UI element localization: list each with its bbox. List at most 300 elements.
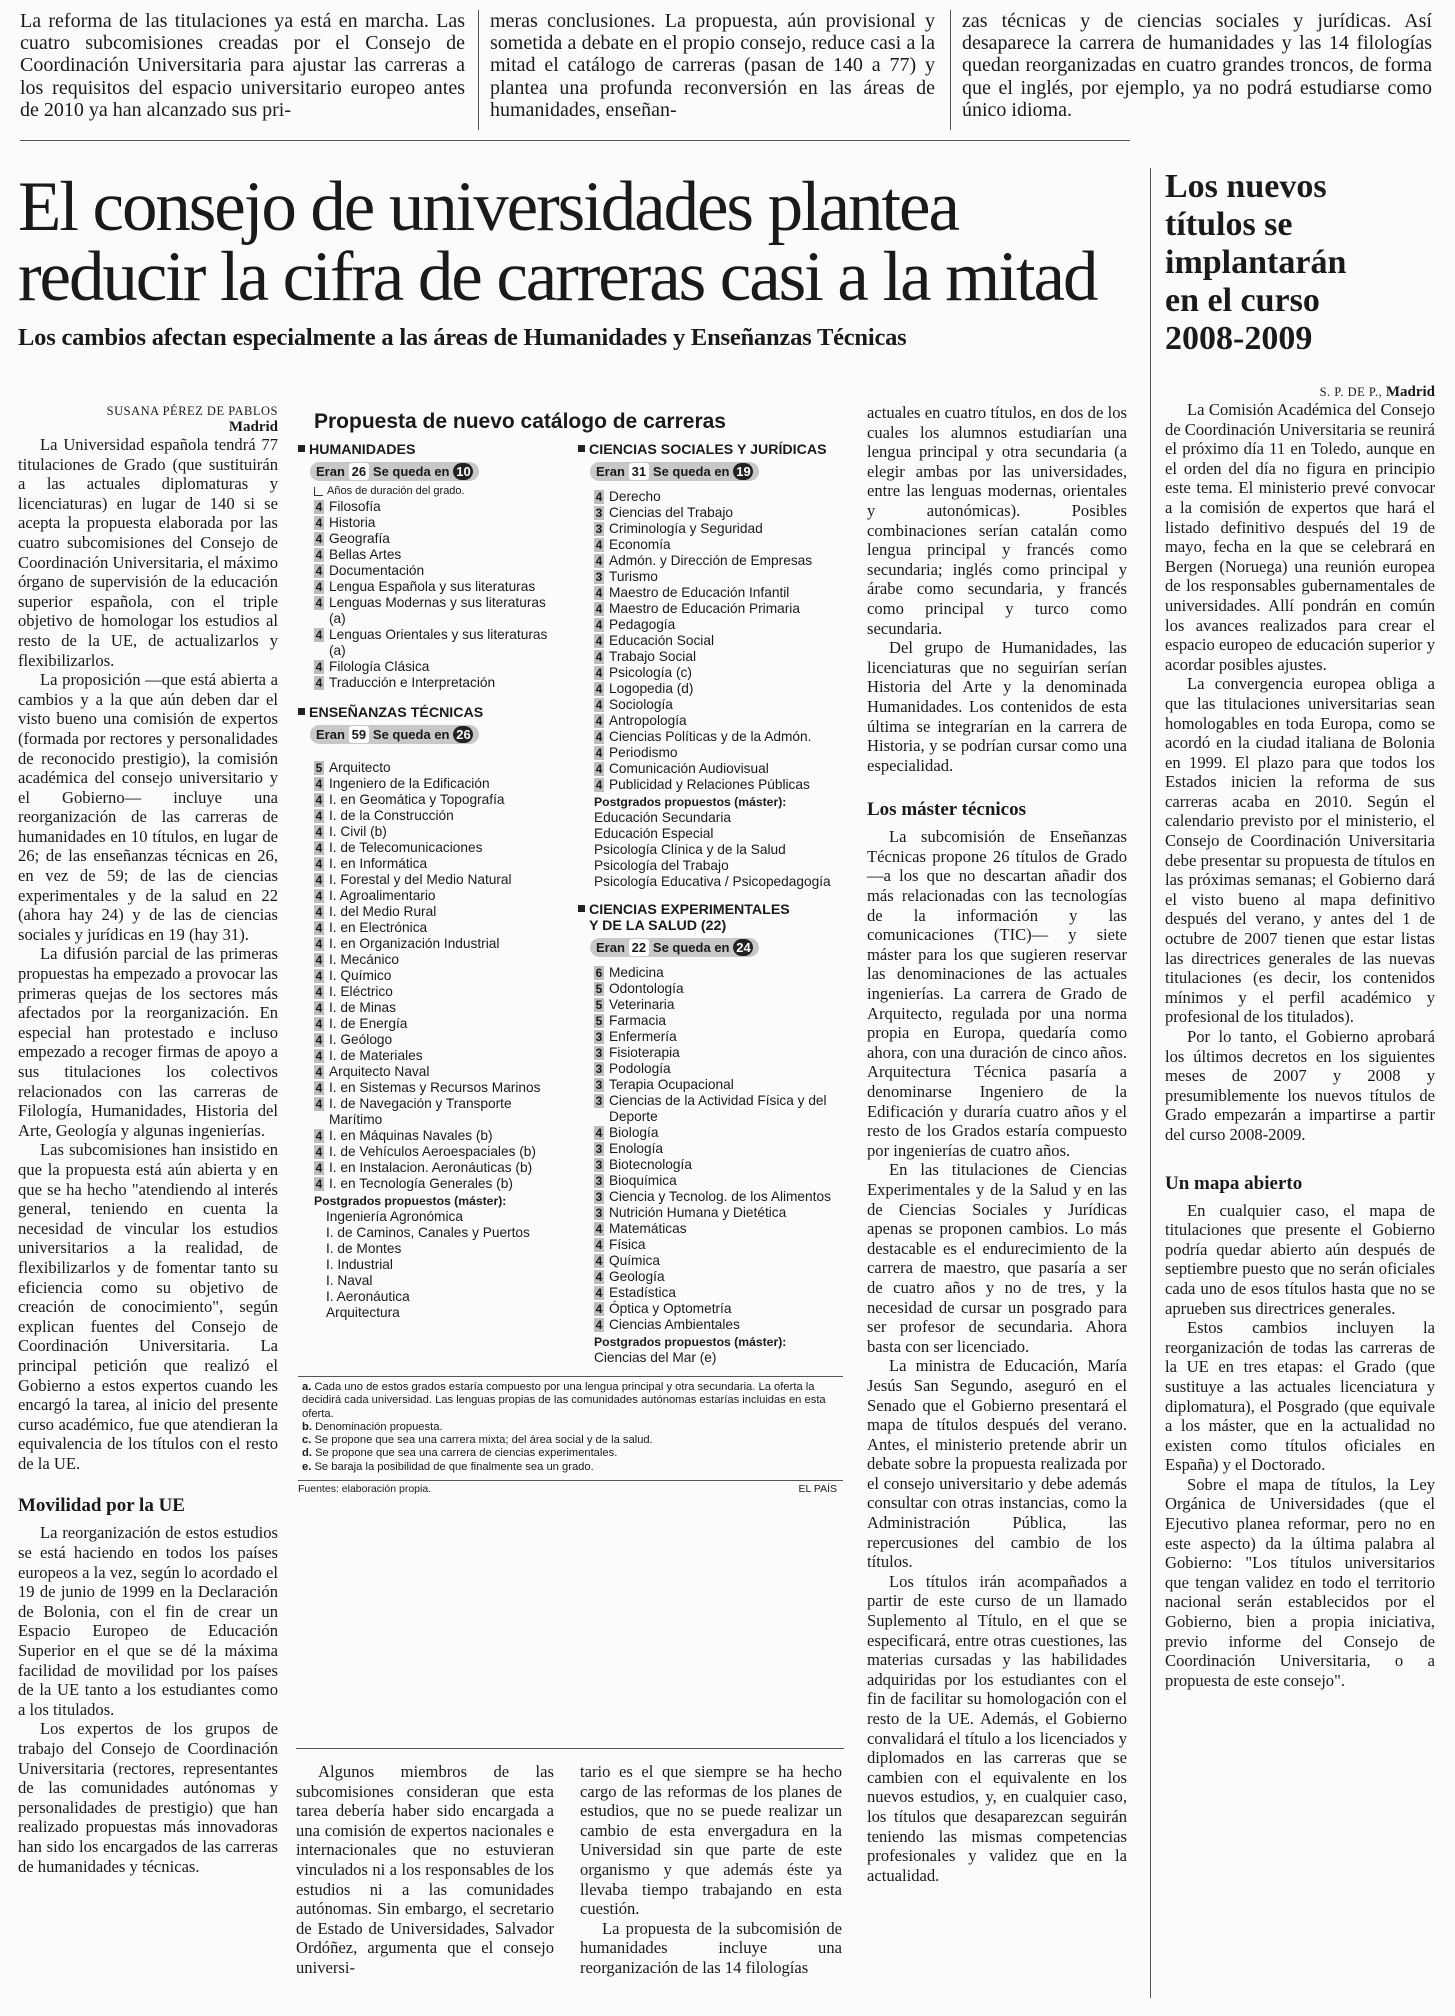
infobox-source-line [298,1483,843,1495]
years-badge: 4 [595,714,603,728]
degree-name: I. en Sistemas y Recursos Marinos [329,1080,541,1095]
list-item [314,1128,560,1144]
degree-name: I. de Vehículos Aeroespaciales (b) [329,1144,536,1159]
degree-name: Historia [329,515,376,530]
degree-name: Traducción e Interpretación [329,675,496,690]
list-item [314,1016,560,1032]
footnote [302,1461,843,1474]
bullet-square-icon [298,445,305,452]
postgrado-item: I. de Montes [326,1241,402,1256]
catalog-infobox [298,410,843,1495]
lead-bottom-rule [20,140,1130,141]
list-item [314,1176,560,1192]
years-badge: 4 [315,532,323,546]
degree-name: Educación Social [609,633,715,648]
bullet-square-icon [578,905,585,912]
list-item [594,761,840,777]
degree-name: Enología [609,1141,664,1156]
years-badge: 4 [315,1081,323,1095]
years-badge: 4 [315,548,323,562]
degree-name: Turismo [609,569,658,584]
list-item [594,1125,840,1141]
degree-name: Lenguas Modernas y sus literaturas (a) [329,595,546,626]
years-badge: 4 [315,1097,323,1111]
cat-tecnicas: ENSEÑANZAS TÉCNICAS [298,705,560,721]
bullet-square-icon [298,708,305,715]
postgrado-item: I. Industrial [326,1257,393,1272]
degree-name: Periodismo [609,745,678,760]
degree-name: Filosofía [329,499,381,514]
years-badge: 4 [315,889,323,903]
headline-block [18,168,1138,352]
lead-col-1 [20,10,465,121]
years-badge: 4 [315,500,323,514]
footnote-text: Se propone que sea una carrera mixta; del área social y de la salud. [314,1434,653,1447]
right-section-heading: Los máster técnicos [867,799,1027,821]
degree-name: Podología [609,1061,671,1076]
infobox-col-right [578,442,840,1366]
postgrado-item: Ciencias del Mar (e) [594,1350,717,1365]
degree-name: Bioquímica [609,1173,677,1188]
years-badge: 4 [595,762,603,776]
degree-name: Filología Clásica [329,659,430,674]
list-item [594,1317,840,1333]
list-item [314,792,560,808]
list-item [314,1080,560,1096]
years-badge: 4 [595,1238,603,1252]
years-badge: 4 [315,985,323,999]
years-badge: 3 [595,1030,603,1044]
years-badge: 4 [315,1177,323,1191]
degree-name: I. en Geomática y Topografía [329,792,505,807]
list-item [594,1189,840,1205]
years-badge: 4 [315,516,323,530]
list-item [594,1045,840,1061]
list-item [594,1029,840,1045]
postgrados-tecnicas-title: Postgrados propuestos (máster): [314,1194,507,1208]
years-badge: 4 [595,1222,603,1236]
left-para-1: La Universidad española tendrá 77 titulaciones de Grado (que sustituirán a las actuales diplomaturas y licenciaturas) en lugar de 140 si se acepta la propuesta elaborada por las cuatro subcomisiones del Consejo de Coordinación Universitaria, el máximo órgano de supervisión de la educación superior española, con el triple objetivo de homologar los estudios al resto de la UE, de actualizarlos y flexibilizarlos. [18,435,278,670]
years-badge: 5 [315,761,323,775]
list-item [594,681,840,697]
degree-name: Antropología [609,713,687,728]
years-badge: 4 [315,1161,323,1175]
list-item [314,936,560,952]
list-item [594,1301,840,1317]
years-badge: 5 [595,982,603,996]
list-item [314,579,560,595]
infobox-footnotes [298,1381,843,1474]
infobox-col-left [298,442,560,1366]
years-badge: 4 [595,698,603,712]
postgrado-item: Psicología del Trabajo [594,858,729,873]
sidebar-para-4: En cualquier caso, el mapa de titulaciones que presente el Gobierno podría quedar abierto aún después de septiembre puesto que no serán oficiales cada uno de esos títulos hasta que no se aprueben sus directrices generales. [1165,1200,1435,1318]
counter-sociales: Eran 31 Se queda en 19 [590,462,759,481]
footnote-text: Se baraja la posibilidad de que finalmente sea un grado. [314,1460,594,1473]
mid-bottom-para-b2: La propuesta de la subcomisión de humanidades incluye una reorganización de las 14 filologías [580,1918,842,1977]
mid-bottom-col-b [580,1762,842,1978]
list-item [314,1000,560,1016]
lead-text-1: La reforma de las titulaciones ya está en marcha. Las cuatro subcomisiones creadas por el Consejo de Coordinación Universitaria para ajustar las carreras a los requisitos del espacio universitario europeo antes de 2010 ya han alcanzado sus pri- [20,10,465,121]
years-badge: 3 [595,1174,603,1188]
left-para-4: Las subcomisiones han insistido en que la propuesta está aún abierta y en que se ha hecho "atendiendo al interés general, teniendo en cuenta la necesidad de vincular los estudios universitarios a la realidad, de flexibilizarlos y de fomentar tanto su eficiencia como su objetivo de creación de conocimiento", según explican fuentes del Consejo de Coordinación Universitaria. La principal petición que realizó el Gobierno a estos expertos cuando les encargó la tarea, al inicio del presente curso académico, fue que atendieran la equivalencia de los títulos con el resto de la UE. [18,1140,278,1473]
left-para-5: La reorganización de estos estudios se está haciendo en todos los países europeos a la vez, según lo acordado el 19 de junio de 1999 en la Declaración de Bolonia, con el fin de crear un Espacio Europeo de Educación Superior en el que se dé la máxima facilidad de movilidad por los países de la UE tanto a los estudiantes como a los titulados. [18,1523,278,1719]
years-badge: 4 [315,921,323,935]
years-badge: 4 [315,628,323,642]
degree-name: Documentación [329,563,425,578]
list-sociales [594,489,840,793]
list-item [594,729,840,745]
degree-name: I. de Telecomunicaciones [329,840,483,855]
years-badge: 4 [315,825,323,839]
sidebar-para-5: Estos cambios incluyen la reorganización de todas las carreras de la UE en tres etapas: el Grado (que sustituye a las actuales licenciatura y diplomatura), el Posgrado (que equivale a los máster, que en la actualidad no existen como títulos oficiales en España) y el Doctorado. [1165,1318,1435,1475]
postgrado-item: I. de Caminos, Canales y Puertos [326,1225,530,1240]
degree-name: Geología [609,1269,665,1284]
list-item [594,1237,840,1253]
years-badge: 6 [595,966,603,980]
degree-name: I. Mecánico [329,952,399,967]
postgrados-sociales-title: Postgrados propuestos (máster): [594,795,787,809]
list-item [594,697,840,713]
years-badge: 3 [595,1142,603,1156]
list-item [594,537,840,553]
mid-bottom-para-a: Algunos miembros de las subcomisiones consideran que esta tarea debería haber sido encargada a una comisión de expertos nacionales e internacionales que no estuvieran vinculados ni a los responsables de los estudios ni a las comunidades autónomas. Sin embargo, el secretario de Estado de Universidades, Salvador Ordóñez, argumenta que el consejo universi- [296,1762,554,1977]
degree-name: Fisioterapia [609,1045,680,1060]
mid-bottom-para-b1: tario es el que siempre se ha hecho cargo de las reformas de los planes de estudios, que no se puede realizar un cambio de esta envergadura en la Universidad sin que parte de este organismo y que además éste ya llevaba tiempo trabajando en esta cuestión. [580,1762,842,1919]
degree-name: Bellas Artes [329,547,402,562]
years-badge: 4 [315,676,323,690]
sidebar-para-3: Por lo tanto, el Gobierno aprobará los últimos decretos en los siguientes meses de 2007 y 2008 y presumiblemente los nuevos títulos de Grado empezarán a impartirse a partir del curso 2008-2009. [1165,1027,1435,1144]
degree-name: Biotecnología [609,1157,692,1172]
years-badge: 4 [595,1302,603,1316]
years-badge: 4 [315,793,323,807]
degree-name: Psicología (c) [609,665,692,680]
degree-name: Admón. y Dirección de Empresas [609,553,813,568]
years-badge: 4 [315,873,323,887]
degree-name: Trabajo Social [609,649,696,664]
right-para-1: actuales en cuatro títulos, en dos de los cuales los alumnos estudiarían una lengua principal y otra secundaria (a elegir ambas por las universidades, entre las lenguas modernas, orientales y autonómicas). Posibles combinaciones serían catalán como lengua principal y francés como secundaria; inglés como principal y árabe como secundaria, y francés como principal y turco como secundaria. [867,403,1127,638]
left-para-3: La difusión parcial de las primeras propuestas ha empezado a provocar las primeras quejas de los sectores más afectados por la reorganización. En especial han protestado e incluso empezado a recoger firmas de apoyo a sus titulaciones los colectivos relacionados con las carreras de Filología, Humanidades, Historia del Arte, Geología y algunas ingenierías. [18,944,278,1140]
degree-name: Óptica y Optometría [609,1301,732,1316]
list-item [314,515,560,531]
lead-text-2: meras conclusiones. La propuesta, aún provisional y sometida a debate en el propio consejo, reduce casi a la mitad el catálogo de carreras (pasan de 140 a 77) y plantea una profunda reconversión en las áreas de humanidades, enseñan- [490,10,935,121]
sidebar-author: S. P. DE P., [1319,385,1383,399]
degree-name: I. Forestal y del Medio Natural [329,872,512,887]
years-badge: 3 [595,1062,603,1076]
list-item [594,649,840,665]
degree-name: Arquitecto Naval [329,1064,430,1079]
list-item [594,1285,840,1301]
degree-name: I. del Medio Rural [329,904,437,919]
years-badge: 4 [315,809,323,823]
mid-bottom-col-a [296,1762,554,1978]
degree-name: I. Geólogo [329,1032,393,1047]
degree-name: Lengua Española y sus literaturas [329,579,536,594]
right-para-5: La ministra de Educación, María Jesús San Segundo, aseguró en el Senado que el Gobierno presentará el mapa de títulos después del verano. Antes, el ministerio pretende abrir un debate sobre la propuesta realizada por el consejo universitario y debe además consultar con otras instancias, como la Administración Pública, las repercusiones del cambio de los títulos. [867,1356,1127,1572]
years-badge: 4 [595,554,603,568]
degree-name: I. Eléctrico [329,984,393,999]
degree-name: Química [609,1253,660,1268]
left-para-2: La proposición —que está abierta a cambios y a la que aún deben dar el visto bueno una comisión de expertos (formada por rectores y personalidades de reconocido prestigio), la comisión académica del consejo universitario y el Gobierno— incluye una reorganización de las carreras de humanidades en 10 títulos, en lugar de 26; de las enseñanzas técnicas en 26, en vez de 59; de las de ciencias experimentales y de la salud en 22 (ahora hay 24) y de las de ciencias sociales y jurídicas en 19 (hay 31). [18,670,278,944]
list-item [594,1221,840,1237]
degree-name: Terapia Ocupacional [609,1077,734,1092]
byline [18,403,278,435]
list-item [594,1253,840,1269]
degree-name: Sociología [609,697,673,712]
list-item [594,521,840,537]
degree-name: Criminología y Seguridad [609,521,763,536]
years-badge: 3 [595,1158,603,1172]
list-item [314,856,560,872]
list-item [314,627,560,659]
infobox-bottom-rule [296,1748,844,1749]
years-badge: 4 [315,1129,323,1143]
years-badge: 4 [595,618,603,632]
degree-name: I. de Minas [329,1000,396,1015]
postgrados-sociales [590,810,840,890]
right-main-column [867,403,1127,1885]
degree-name: Lenguas Orientales y sus literaturas (a) [329,627,548,658]
left-para-6: Los expertos de los grupos de trabajo del Consejo de Coordinación Universitaria (rectores, representantes de las comunidades autónomas y personalidades de prestigio) que han realizado propuestas más innovadoras han sido los encargados de las carreras de humanidades y técnicas. [18,1719,278,1876]
sidebar [1165,168,1435,1690]
sidebar-section-heading: Un mapa abierto [1165,1172,1303,1194]
headline-line-1: El consejo de universidades plantea [18,168,958,246]
years-badge: 3 [595,1190,603,1204]
infobox-credit: EL PAÍS [798,1483,837,1496]
degree-name: Economía [609,537,671,552]
list-item [314,904,560,920]
counter-humanidades: Eran 26 Se queda en 10 [310,462,479,481]
lead-col-2 [490,10,935,121]
years-badge: 4 [595,650,603,664]
degree-name: Logopedia (d) [609,681,694,696]
degree-name: Arquitecto [329,760,391,775]
byline-city: Madrid [228,419,278,435]
postgrado-item: I. Naval [326,1273,373,1288]
list-item [594,617,840,633]
footnotes-rule [298,1376,843,1377]
list-item [314,840,560,856]
list-item [314,1096,560,1128]
degree-name: Biología [609,1125,659,1140]
list-item [314,872,560,888]
source-rule [298,1480,843,1481]
arrow-hook-icon [314,487,323,496]
degree-name: Ciencias del Trabajo [609,505,734,520]
years-badge: 4 [315,841,323,855]
right-para-4: En las titulaciones de Ciencias Experimentales y de la Salud y en las de Ciencias Sociales y Jurídicas apenas se proponen cambios. Lo más destacable es el endurecimiento de la carrera de maestro, que pasaría a ser de cuatro años y no de tres, y la necesidad de cursar un posgrado para ser profesor de secundaria. Ahora basta con ser licenciado. [867,1160,1127,1356]
years-badge: 4 [315,580,323,594]
years-note: Años de duración del grado. [314,485,560,497]
degree-name: Ciencias Políticas y de la Admón. [609,729,812,744]
byline-author: SUSANA PÉREZ DE PABLOS [106,404,278,418]
list-item [314,984,560,1000]
sidebar-para-2: La convergencia europea obliga a que las titulaciones universitarias sean homologables en toda Europa, como se acordó en la ciudad italiana de Bolonia en 1999. El plazo para que todos los Estados inicien la reforma de sus carreras acaba en 2010. Según el calendario previsto por el ministerio, el Consejo de Coordinación Universitaria debe presentar su propuesta de títulos en las próximas semanas; el Gobierno dará el visto bueno al mapa definitivo después del verano, y antes del 1 de octubre de 2007 tienen que estar listas las directrices generales de las nuevas titulaciones (es decir, los contenidos mínimos y el perfil académico y profesional de los titulados). [1165,674,1435,1027]
degree-name: Comunicación Audiovisual [609,761,769,776]
list-item [594,1093,840,1125]
years-badge: 4 [315,937,323,951]
list-item [594,1013,840,1029]
footnote-text: Se propone que sea una carrera de ciencias experimentales. [315,1447,618,1460]
years-badge: 3 [595,1094,603,1108]
years-badge: 4 [315,857,323,871]
years-badge: 4 [595,602,603,616]
list-item [594,1173,840,1189]
list-item [314,920,560,936]
footnote-key: d. [302,1447,312,1460]
sidebar-city: Madrid [1385,384,1435,400]
years-badge: 3 [595,570,603,584]
list-tecnicas [314,760,560,1192]
degree-name: Maestro de Educación Primaria [609,601,800,616]
postgrados-experimentales [590,1350,840,1366]
list-item [314,1048,560,1064]
years-badge: 4 [315,1001,323,1015]
list-item [314,888,560,904]
infobox-title: Propuesta de nuevo catálogo de carreras [314,410,726,433]
list-item [594,1205,840,1221]
degree-name: I. de la Construcción [329,808,454,823]
list-item [314,547,560,563]
list-item [314,760,560,776]
list-item [594,505,840,521]
degree-name: Matemáticas [609,1221,687,1236]
degree-name: I. en Informática [329,856,428,871]
bullet-square-icon [578,445,585,452]
list-item [594,489,840,505]
list-item [594,569,840,585]
footnote-key: c. [302,1434,312,1447]
years-badge: 4 [595,666,603,680]
degree-name: Odontología [609,981,684,996]
cat-experimentales: CIENCIAS EXPERIMENTALES Y DE LA SALUD (22) [578,902,840,934]
years-badge: 4 [595,1286,603,1300]
list-item [314,1160,560,1176]
postgrado-item: Educación Secundaria [594,810,731,825]
footnote-key: b. [302,1420,312,1433]
years-badge: 3 [595,1046,603,1060]
lead-col-3 [962,10,1432,121]
years-badge: 3 [595,522,603,536]
postgrado-item: Arquitectura [326,1305,400,1320]
list-item [594,777,840,793]
list-item [314,531,560,547]
sidebar-para-6: Sobre el mapa de títulos, la Ley Orgánica de Universidades (que el Ejecutivo planea reformar, pero no en este aspecto) da la última palabra al Gobierno: "Los títulos universitarios que tengan validez en todo el territorio nacional serán establecidos por el Gobierno, bien a propia iniciativa, previo informe del Consejo de Coordinación Universitaria, o a propuesta de este consejo". [1165,1474,1435,1690]
list-item [594,1269,840,1285]
footnote-key: a. [302,1381,312,1393]
years-badge: 4 [595,538,603,552]
years-badge: 5 [595,998,603,1012]
sidebar-para-1: La Comisión Académica del Consejo de Coordinación Universitaria se reunirá el próximo día 11 en Toledo, aunque en el orden del día no figura en principio este tema. El ministerio prevé convocar a la comisión de expertos que hará el listado definitivo después del 19 de mayo, fecha en la que se celebrará en Bergen (Noruega) una reunión europea de los responsables gubernamentales de universidades. Allí pondrán en común los avances realizados para crear el espacio europeo de educación superior y acordar posibles ajustes. [1165,400,1436,674]
years-badge: 4 [315,777,323,791]
degree-name: Pedagogía [609,617,676,632]
years-badge: 4 [315,1065,323,1079]
right-para-2: Del grupo de Humanidades, las licenciaturas que no seguirían serían Historia del Arte y la denominada Humanidades. Los contenidos de esta última se integrarían en la carrera de Historia, y se podrían cursar como una especialidad. [867,638,1127,775]
postgrados-experimentales-title: Postgrados propuestos (máster): [594,1335,787,1349]
degree-name: I. de Navegación y Transporte Marítimo [329,1096,512,1127]
sidebar-title: Los nuevos títulos se implantarán en el curso 2008-2009 [1165,168,1347,357]
years-badge: 4 [315,596,323,610]
list-item [594,965,840,981]
degree-name: I. Civil (b) [329,824,387,839]
list-item [594,1141,840,1157]
years-badge: 3 [595,506,603,520]
degree-name: Publicidad y Relaciones Públicas [609,777,810,792]
list-item [594,745,840,761]
list-item [594,713,840,729]
list-item [594,997,840,1013]
years-badge: 4 [315,953,323,967]
footnote [302,1447,843,1460]
list-item [314,1032,560,1048]
footnote-text: Denominación propuesta. [315,1420,443,1433]
degree-name: I. en Electrónica [329,920,428,935]
years-badge: 5 [595,1014,603,1028]
footnote [302,1381,843,1421]
infobox-source: Fuentes: elaboración propia. [298,1483,432,1496]
degree-name: I. en Tecnología Generales (b) [329,1176,513,1191]
years-badge: 4 [595,1126,603,1140]
degree-name: I. en Instalacion. Aeronáuticas (b) [329,1160,533,1175]
list-item [314,1064,560,1080]
list-item [594,1077,840,1093]
left-column [18,403,278,1876]
degree-name: Nutrición Humana y Dietética [609,1205,787,1220]
lead-divider-2 [950,10,951,130]
degree-name: I. Químico [329,968,392,983]
list-experimentales [594,965,840,1333]
years-badge: 4 [595,730,603,744]
postgrados-tecnicas [322,1209,560,1321]
degree-name: Veterinaria [609,997,675,1012]
list-item [314,808,560,824]
degree-name: I. Agroalimentario [329,888,436,903]
years-badge: 3 [595,1206,603,1220]
degree-name: Maestro de Educación Infantil [609,585,790,600]
degree-name: Física [609,1237,646,1252]
list-item [594,1157,840,1173]
years-badge: 4 [315,564,323,578]
years-badge: 4 [595,778,603,792]
degree-name: Ciencias Ambientales [609,1317,740,1332]
years-badge: 4 [595,1270,603,1284]
degree-name: I. de Materiales [329,1048,423,1063]
list-item [594,585,840,601]
list-item [314,776,560,792]
years-badge: 3 [595,1078,603,1092]
list-item [314,595,560,627]
years-badge: 4 [595,490,603,504]
years-badge: 4 [315,969,323,983]
list-item [594,633,840,649]
degree-name: Ciencia y Tecnolog. de los Alimentos [609,1189,831,1204]
headline-line-2: reducir la cifra de carreras casi a la mitad [18,238,1097,316]
counter-tecnicas: Eran 59 Se queda en 26 [310,725,479,744]
degree-name: Ciencias de la Actividad Física y del Deporte [609,1093,827,1124]
list-item [314,675,560,691]
footnote-text: Cada uno de estos grados estaría compuesto por una lengua principal y otra secundaria. La oferta la decidirá cada universidad. Las lenguas propias de las comunidades autónomas estarías incluidas en esta oferta. [302,1381,826,1420]
sidebar-byline [1165,384,1435,400]
years-badge: 4 [315,1017,323,1031]
right-para-6: Los títulos irán acompañados a partir de este curso de un llamado Suplemento al Título, en el que se especificará, entre otras cuestiones, las materias cursadas y las habilidades adquiridas por los estudiantes con el fin de facilitar su homologación con el resto de la UE. Además, el Gobierno convalidará el título a los licenciados y diplomados en las carreras que se cambien con el equivalente en los nuevos estudios, y, en cualquier caso, los títulos que desaparezcan seguirán teniendo las mismas competencias profesionales y validez que en la actualidad. [867,1571,1127,1885]
list-item [314,968,560,984]
footnote-key: e. [302,1460,312,1473]
degree-name: Derecho [609,489,661,504]
degree-name: I. en Máquinas Navales (b) [329,1128,493,1143]
degree-name: I. en Organización Industrial [329,936,500,951]
list-item [594,553,840,569]
years-badge: 4 [315,1049,323,1063]
